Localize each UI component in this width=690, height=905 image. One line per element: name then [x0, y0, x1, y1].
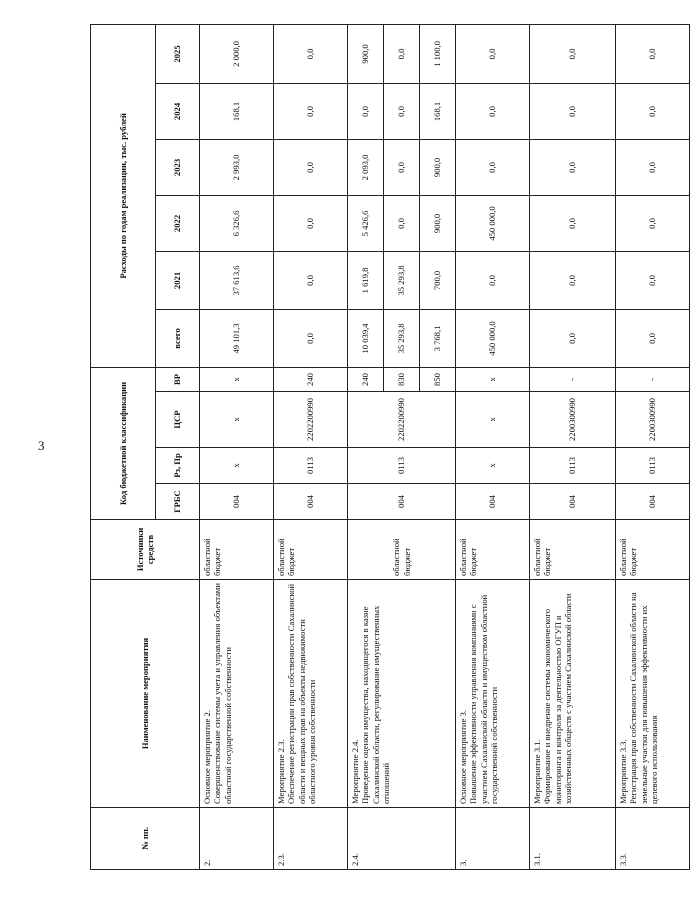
table-row [348, 24, 384, 869]
row-vr: - [616, 367, 690, 391]
row-name [456, 580, 530, 808]
row-source: областной бюджет [200, 520, 274, 580]
row-rzpr: х [456, 448, 530, 484]
row-number: 3. [456, 808, 530, 870]
row-2024: 0,0 [274, 83, 348, 139]
row-2022: 0,0 [274, 195, 348, 251]
row-source: областной бюджет [530, 520, 616, 580]
row-2021: 37 613,6 [200, 251, 274, 309]
header-2023: 2023 [156, 139, 200, 195]
row-2025: 0,0 [616, 24, 690, 83]
row-name [200, 580, 274, 808]
row-2021: 35 293,8 [384, 251, 420, 309]
expenses-table [90, 24, 690, 870]
row-2025: 2 000,0 [200, 24, 274, 83]
header-name: Наименование мероприятия [91, 580, 200, 808]
row-2022: 5 426,6 [348, 195, 384, 251]
row-name-text: Повышение эффективности управления компаниями с участием Сахалинской области и имуществом областной государственной собственности [468, 594, 499, 804]
row-name-text: Проведение оценки имущества, находящегося в казне Сахалинской области, регулирование имущественных отношений [360, 605, 391, 804]
row-2022: 450 000,0 [456, 195, 530, 251]
row-2023: 0,0 [274, 139, 348, 195]
row-total: 35 293,8 [384, 309, 420, 367]
row-source: областной бюджет [274, 520, 348, 580]
row-rzpr: х [200, 448, 274, 484]
row-2023: 0,0 [530, 139, 616, 195]
row-vr: 830 [384, 367, 420, 391]
row-total: 450 000,0 [456, 309, 530, 367]
row-2024: 168,1 [200, 83, 274, 139]
row-vr: 850 [420, 367, 456, 391]
row-number: 2.4. [348, 808, 456, 870]
header-2024: 2024 [156, 83, 200, 139]
row-total: 0,0 [616, 309, 690, 367]
row-vr: 240 [274, 367, 348, 391]
row-2021: 0,0 [456, 251, 530, 309]
row-vr: - [530, 367, 616, 391]
row-2025: 900,0 [348, 24, 384, 83]
row-csr: х [200, 392, 274, 448]
header-budget-code: Код бюджетной классификации [91, 367, 156, 519]
rotated-table-container [90, 25, 659, 870]
row-grbs: 004 [274, 484, 348, 520]
row-2021: 0,0 [530, 251, 616, 309]
header-2025: 2025 [156, 24, 200, 83]
row-2024: 0,0 [530, 83, 616, 139]
header-row-1 [91, 24, 156, 869]
row-grbs: 004 [200, 484, 274, 520]
table-row [200, 24, 274, 869]
header-expenses: Расходы по годам реализации, тыс. рублей [91, 24, 156, 367]
row-2024: 0,0 [616, 83, 690, 139]
row-source: областной бюджет [456, 520, 530, 580]
row-grbs: 004 [616, 484, 690, 520]
row-rzpr: 0113 [348, 448, 456, 484]
row-total: 10 039,4 [348, 309, 384, 367]
row-2025: 0,0 [530, 24, 616, 83]
row-grbs: 004 [456, 484, 530, 520]
row-vr: х [200, 367, 274, 391]
row-2023: 0,0 [616, 139, 690, 195]
row-rzpr: 0113 [274, 448, 348, 484]
header-2021: 2021 [156, 251, 200, 309]
row-2024: 168,1 [420, 83, 456, 139]
row-grbs: 004 [530, 484, 616, 520]
header-rzpr: Рз, Пр [156, 448, 200, 484]
header-grbs: ГРБС [156, 484, 200, 520]
row-csr: 2200300990 [530, 392, 616, 448]
row-name [530, 580, 616, 808]
row-name-title: Мероприятие 3.1. [532, 739, 542, 804]
row-source: областной бюджет [348, 520, 456, 580]
row-2021: 0,0 [274, 251, 348, 309]
row-csr: 2202200990 [348, 392, 456, 448]
row-number: 2. [200, 808, 274, 870]
row-2022: 0,0 [384, 195, 420, 251]
row-2022: 0,0 [616, 195, 690, 251]
row-2021: 1 619,8 [348, 251, 384, 309]
row-name-title: Мероприятие 2.4. [350, 739, 360, 804]
header-2022: 2022 [156, 195, 200, 251]
page-number: 3 [38, 438, 45, 453]
table-row [616, 24, 690, 869]
header-vr: ВР [156, 367, 200, 391]
row-2025: 0,0 [274, 24, 348, 83]
row-total: 0,0 [274, 309, 348, 367]
row-2021: 0,0 [616, 251, 690, 309]
row-name-title: Основное мероприятие 2. [202, 710, 212, 804]
row-total: 49 101,3 [200, 309, 274, 367]
row-2023: 0,0 [384, 139, 420, 195]
row-name [616, 580, 690, 808]
row-2025: 0,0 [384, 24, 420, 83]
row-number: 3.3. [616, 808, 690, 870]
row-2022: 6 326,6 [200, 195, 274, 251]
row-total: 3 768,1 [420, 309, 456, 367]
row-2022: 0,0 [530, 195, 616, 251]
table-row [456, 24, 530, 869]
row-2021: 700,0 [420, 251, 456, 309]
row-csr: х [456, 392, 530, 448]
row-name-title: Мероприятие 3.3. [618, 739, 628, 804]
row-2024: 0,0 [348, 83, 384, 139]
row-2024: 0,0 [456, 83, 530, 139]
row-2023: 900,0 [420, 139, 456, 195]
row-name-title: Основное мероприятие 3. [458, 710, 468, 804]
row-2025: 0,0 [456, 24, 530, 83]
row-name-title: Мероприятие 2.3. [276, 739, 286, 804]
row-source: областной бюджет [616, 520, 690, 580]
table-row [274, 24, 348, 869]
row-name-text: Формирование и внедрение системы экономического мониторинга и контроля за деятельностью ОГУП и хозяйственных обществ с участием Сахалинской области [542, 593, 573, 804]
row-name [274, 580, 348, 808]
row-2025: 1 100,0 [420, 24, 456, 83]
row-2023: 2 993,0 [200, 139, 274, 195]
header-total: всего [156, 309, 200, 367]
row-csr: 2202200990 [274, 392, 348, 448]
row-2022: 900,0 [420, 195, 456, 251]
row-name-text: Регистрация прав собственности Сахалинской области на земельные участки для повышения эффективности их целевого использования [628, 592, 659, 804]
row-number: 2.3. [274, 808, 348, 870]
row-rzpr: 0113 [616, 448, 690, 484]
row-name-text: Совершенствование системы учета и управления объектами областной государственной собственности [212, 583, 233, 804]
row-grbs: 004 [348, 484, 456, 520]
row-name-text: Обеспечение регистрации прав собственности Сахалинской области и вещных прав на объекты недвижимости областного уровня собственности [286, 583, 317, 804]
header-csr: ЦСР [156, 392, 200, 448]
header-source: Источники средств [91, 520, 200, 580]
row-name [348, 580, 456, 808]
row-2024: 0,0 [384, 83, 420, 139]
header-no: № пп. [91, 808, 200, 870]
row-vr: х [456, 367, 530, 391]
row-csr: 2200300990 [616, 392, 690, 448]
row-vr: 240 [348, 367, 384, 391]
row-2023: 2 093,0 [348, 139, 384, 195]
row-total: 0,0 [530, 309, 616, 367]
row-2023: 0,0 [456, 139, 530, 195]
table-row [530, 24, 616, 869]
row-number: 3.1. [530, 808, 616, 870]
row-rzpr: 0113 [530, 448, 616, 484]
